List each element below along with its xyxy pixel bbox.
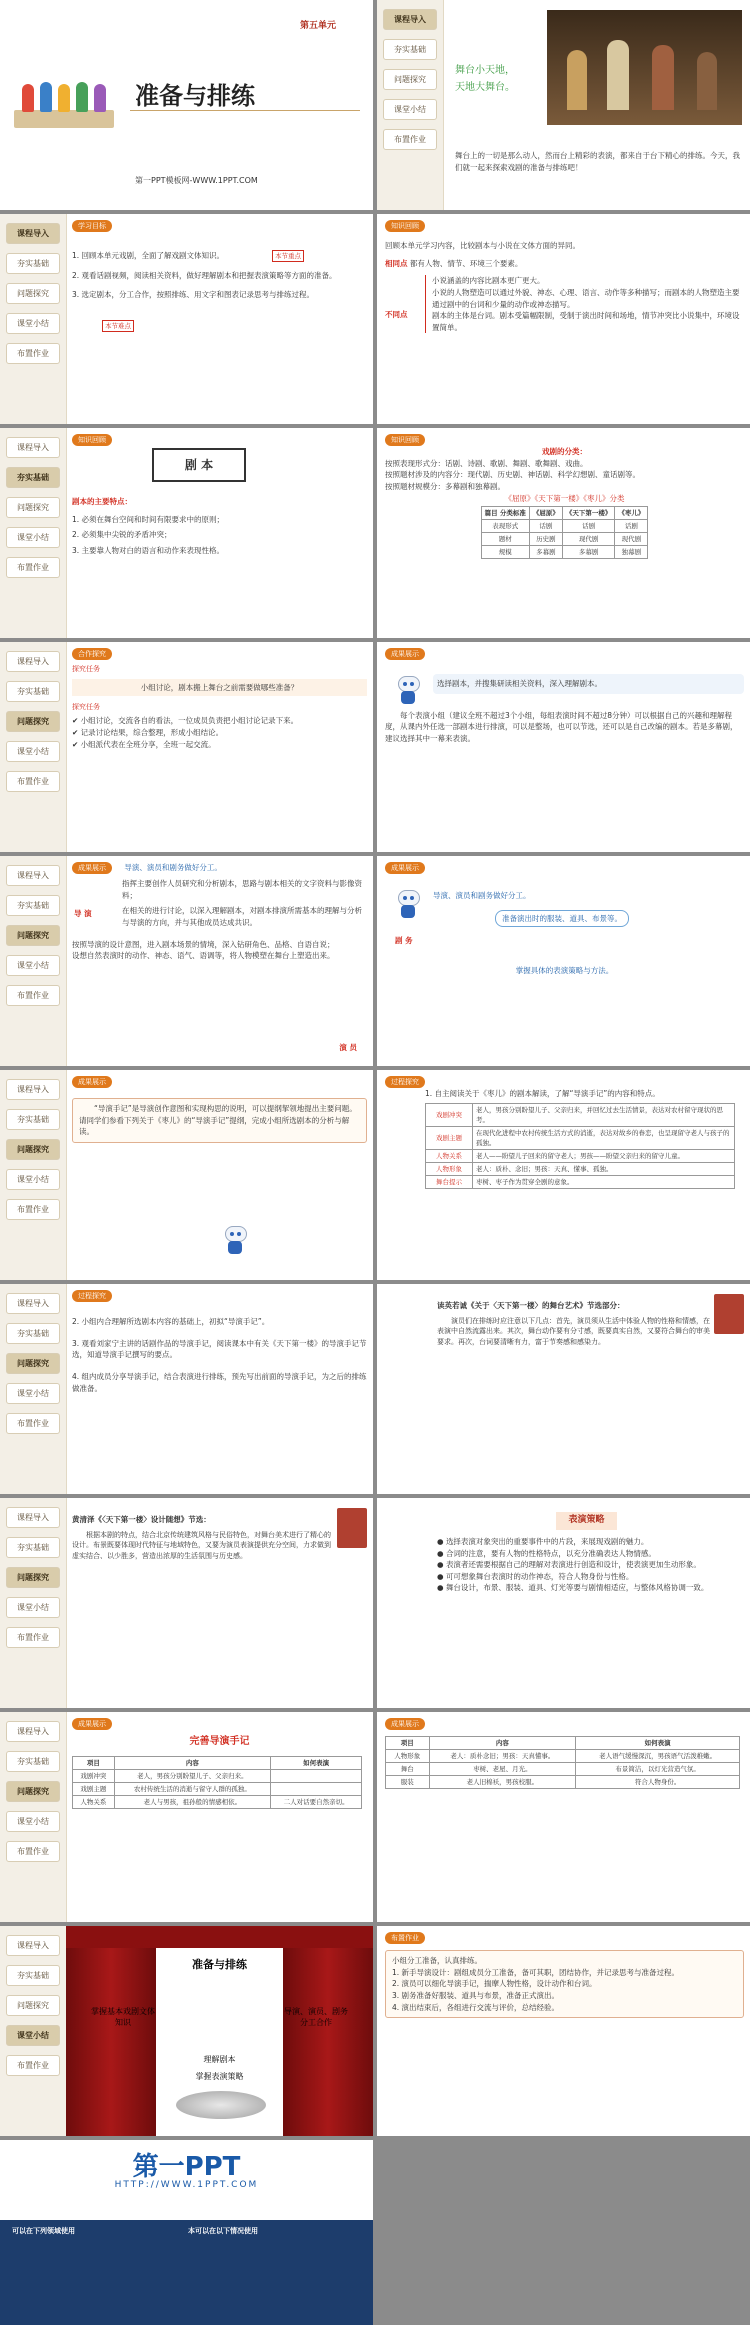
nav-item[interactable]: 夯实基础	[6, 1965, 60, 1986]
mark-badge: 本节重点	[272, 250, 304, 262]
notes-text: “导演手记”是导演创作意图和实现构思的说明，可以提纲挈领地提出主要问题。请同学们参看下列关于《枣儿》的“导演手记”提纲，完成小组所选剧本的分析与解读。	[72, 1098, 367, 1143]
sidebar	[0, 856, 67, 1066]
homework-box	[385, 1950, 744, 2018]
stage-platform	[176, 2091, 266, 2119]
footer-right-title: 本可以在以下情况使用	[188, 2227, 258, 2235]
diff-item: 剧本的主体是台词。剧本受篇幅限制，受制于演出时间和场地，情节冲突比小说集中，环境设置简单。	[432, 311, 740, 332]
role-text: 按照导演的设计意图，进入剧本场景的情境，深入钻研角色、品格、自语自说；	[72, 939, 335, 949]
nav-item[interactable]: 课堂小结	[6, 2025, 60, 2046]
section-tag: 布置作业	[385, 1932, 425, 1944]
nav-item[interactable]: 问题探究	[6, 497, 60, 518]
complete-table	[72, 1756, 362, 1809]
slide-script	[0, 428, 373, 638]
table-head: 如何表演	[576, 1737, 740, 1750]
role-text: 设想自然表演时的动作、神态、语气、语调等，将人物模塑在舞台上塑造出来。	[72, 951, 335, 961]
sub-label: 探究任务	[72, 703, 100, 712]
curtain-top	[66, 1926, 373, 1948]
nav-item[interactable]: 课堂小结	[6, 741, 60, 762]
page-title: 准备与排练	[135, 81, 255, 110]
sub-label: 探究任务	[72, 665, 100, 673]
homework-item: 3. 剧务准备好服装、道具与布景，准备正式演出。	[392, 1990, 560, 2000]
table-cell	[271, 1782, 362, 1795]
row-label: 人物关系	[426, 1149, 473, 1162]
class-row: 按照表现形式分：话剧、诗剧、歌剧、舞剧、歌舞剧、戏曲。	[385, 458, 588, 468]
same-label: 相同点	[385, 258, 408, 268]
strategy-item: ● 合词的注意，要有人物的性格特点，以充分准确表达人物情感。	[437, 1548, 656, 1558]
nav-item[interactable]: 问题探究	[6, 283, 60, 304]
row-label: 戏剧主题	[426, 1126, 473, 1149]
nav-item[interactable]: 课堂小结	[6, 527, 60, 548]
homework-item: 4. 演出结束后，各组进行交流与评价，总结经验。	[392, 2002, 560, 2012]
nav-item[interactable]: 布置作业	[6, 1841, 60, 1862]
nav-item[interactable]: 夯实基础	[6, 1109, 60, 1130]
nav-item[interactable]: 课程导入	[383, 9, 437, 30]
sidebar	[377, 0, 444, 210]
complete-table	[385, 1736, 740, 1789]
table-cell: 现代剧	[562, 533, 615, 546]
table-cell: 表现形式	[481, 520, 529, 533]
reading-body: 演员们在排练时应注意以下几点：首先，演员须从生活中体验人物的性格和情感，在表演中自然流露出来。其次，舞台动作要有分寸感，既要真实自然，又要符合舞台的审美要求。再次，台词要清晰有力，富于节奏感和感染力。	[437, 1316, 710, 1347]
step-item: 2. 小组内合理解所选剧本内容的基础上，初拟“导演手记”。	[72, 1317, 270, 1326]
footer-url: HTTP://WWW.1PPT.COM	[114, 2180, 259, 2190]
table-cell: 题材	[481, 533, 529, 546]
section-tag: 成果展示	[385, 1718, 425, 1730]
mark-badge: 本节难点	[102, 320, 134, 332]
poem-line: 天地大舞台。	[455, 82, 515, 93]
reading-title: 黄清泽《〈天下第一楼〉设计随想》节选：	[72, 1515, 211, 1524]
row-value: 老人——盼望儿子回来的留守老人；男孩——盼望父亲归来的留守儿童。	[473, 1149, 735, 1162]
nav-item[interactable]: 布置作业	[6, 1199, 60, 1220]
nav-item[interactable]: 课堂小结	[6, 313, 60, 334]
nav-item[interactable]: 课堂小结	[6, 955, 60, 976]
same-text: 都有人物、情节、环境三个要素。	[409, 258, 523, 268]
nav-item[interactable]: 夯实基础	[6, 895, 60, 916]
table-cell: 舞台	[386, 1763, 430, 1776]
section-tag: 学习目标	[72, 220, 112, 232]
nav-item[interactable]: 夯实基础	[6, 1537, 60, 1558]
section-tag: 知识回顾	[72, 434, 112, 446]
poem	[455, 62, 515, 96]
nav-item[interactable]: 课堂小结	[383, 99, 437, 120]
slide-homework	[377, 1926, 750, 2136]
table-head: 项目	[386, 1737, 430, 1750]
goal-item: 2. 观看话剧视频，阅读相关资料，做好理解剧本和把握表演策略等方面的准备。	[72, 270, 337, 280]
slide-crew	[377, 856, 750, 1066]
table-cell: 老人：质朴念旧；男孩：天真懂事。	[429, 1750, 576, 1763]
homework-item: 2. 演员可以细化导演手记，揣摩人物性格，设计动作和台词。	[392, 1979, 597, 1989]
table-head: 如何表演	[271, 1756, 362, 1769]
row-value: 枣树、枣子作为贯穿全剧的意象。	[473, 1176, 735, 1189]
building-illustration	[337, 1508, 367, 1548]
nav-item[interactable]: 课程导入	[6, 1293, 60, 1314]
nav-item[interactable]: 夯实基础	[6, 1323, 60, 1344]
summary-node: 掌握表演策略	[195, 2072, 244, 2081]
section-tag: 成果展示	[385, 862, 425, 874]
nav-item[interactable]: 问题探究	[6, 1995, 60, 2016]
feature-item: 3. 主要靠人物对白的语言和动作来表现性格。	[72, 545, 225, 555]
nav-item[interactable]: 问题探究	[6, 1567, 60, 1588]
sidebar	[0, 1498, 67, 1708]
robot-icon	[222, 1226, 248, 1256]
slide-strategy	[377, 1498, 750, 1708]
goal-item: 1. 回顾本单元戏剧，全面了解戏剧文体知识。	[72, 251, 225, 260]
table-cell: 符合人物身份。	[576, 1776, 740, 1789]
roles-title: 导演、演员和剧务做好分工。	[124, 863, 222, 872]
sidebar	[0, 1712, 67, 1922]
actor-label: 演 员	[339, 1043, 357, 1053]
section-tag: 成果展示	[72, 1718, 112, 1730]
class-title: 戏剧的分类：	[542, 447, 587, 456]
section-tag: 知识回顾	[385, 434, 425, 446]
row-label: 戏剧冲突	[426, 1103, 473, 1126]
table-head: 篇目 分类标准	[481, 507, 529, 520]
nav-item[interactable]: 夯实基础	[6, 1751, 60, 1772]
summary-node: 掌握基本戏剧文体知识	[91, 2007, 155, 2027]
nav-item[interactable]: 夯实基础	[6, 467, 60, 488]
choose-question: 选择剧本，并搜集研读相关资料，深入理解剧本。	[433, 674, 744, 694]
nav-item[interactable]: 夯实基础	[6, 253, 60, 274]
summary-title: 准备与排练	[192, 1958, 247, 1971]
director-label: 导 演	[74, 909, 92, 918]
table-cell: 老人与男孩，祖孙般的情感相依。	[114, 1795, 270, 1808]
section-tag: 成果展示	[72, 1076, 112, 1088]
table-cell: 规模	[481, 546, 529, 559]
diff-item: 小说的人物塑造可以通过外貌、神态、心理、语言、动作等多种描写；而剧本的人物塑造主要通过剧中的台词和少量的动作或神态描写。	[432, 287, 740, 309]
table-head: 内容	[429, 1737, 576, 1750]
table-cell: 话剧	[562, 520, 615, 533]
explore-item: ✔ 小组派代表在全班分享，全班一起交流。	[72, 739, 216, 749]
homework-item: 1. 新手导演设计：剧组成员分工准备，备可其职，团结协作，并记录思考与准备过程。	[392, 1967, 680, 1977]
choose-text: 每个表演小组（建议全班不超过3个小组，每组表演时间不超过8分钟）可以根据自己的兴趣和理解程度，从课内外任选一部剧本进行排演，可以是整场，也可以节选，还可以是自己改编的剧本。若是多幕剧，建议选择其中一幕来表演。	[385, 710, 738, 743]
slide-goals	[0, 214, 373, 424]
summary-node: 理解剧本	[203, 2055, 236, 2064]
class-table	[481, 506, 649, 559]
sidebar	[0, 1070, 67, 1280]
table-cell: 农村传统生活的消逝与留守人群的孤独。	[114, 1782, 270, 1795]
section-tag: 成果展示	[385, 648, 425, 660]
table-cell: 枣树、老屋、月光。	[429, 1763, 576, 1776]
table-cell: 老人旧棉袄，男孩校服。	[429, 1776, 576, 1789]
footer-bar	[0, 2220, 373, 2325]
role-text: 指挥主要创作人员研究和分析剧本，思路与剧本相关的文字资料与影像资料；	[122, 879, 362, 900]
crew-box: 准备演出时的服装、道具、布景等。	[495, 910, 629, 928]
goal-item: 3. 选定剧本，分工合作，按照排练、用文字和图表记录思考与排练过程。	[72, 290, 315, 300]
role-text: 在相关的进行讨论，以深入理解剧本，对剧本排演所需基本的理解与分析与导演的方向，并与其他成员达成共识。	[122, 906, 362, 927]
nav-item[interactable]: 课堂小结	[6, 1597, 60, 1618]
strategy-item: ● 可可想象舞台表演时的动作神态，符合人物身份与性格。	[437, 1571, 634, 1581]
table-cell: 现代剧	[615, 533, 648, 546]
slide-complete-notes-2	[377, 1712, 750, 1922]
row-value: 在现代化进程中农村传统生活方式的消逝，表达对故乡的眷恋，也呈现留守老人与孩子的孤独。	[473, 1126, 735, 1149]
strategy-title: 表演策略	[556, 1512, 616, 1530]
intro-text: 舞台上的一切是那么动人，然而台上精彩的表演，都来自于台下精心的排练。今天，我们就一起来探索戏剧的准备与排练吧！	[455, 151, 740, 172]
sidebar	[0, 1284, 67, 1494]
footer-logo: 第一PPT	[132, 2152, 241, 2182]
nav-item[interactable]: 课程导入	[6, 1079, 60, 1100]
slide-roles	[0, 856, 373, 1066]
nav-item[interactable]: 布置作业	[6, 1627, 60, 1648]
table-cell: 独幕剧	[615, 546, 648, 559]
nav-item[interactable]: 夯实基础	[383, 39, 437, 60]
nav-item[interactable]: 问题探究	[6, 925, 60, 946]
nav-item[interactable]: 课程导入	[6, 223, 60, 244]
slide-summary	[0, 1926, 373, 2136]
strategy-item: ● 舞台设计，布景、服装、道具、灯光等要与剧情相适应，与整体风格协调一致。	[437, 1583, 709, 1593]
table-head: 《屈原》	[529, 507, 562, 520]
step-item: 3. 观看刘家宁主讲的话剧作品的导演手记，阅读课本中有关《天下第一楼》的导演手记节选，知道导演手记撰写的要点。	[72, 1338, 367, 1360]
table-cell: 人物形象	[386, 1750, 430, 1763]
table-cell: 老人，男孩分别盼望儿子、父亲归来。	[114, 1769, 270, 1782]
section-tag: 成果展示	[72, 862, 112, 874]
strategy-item: ● 选择表演对象突出的重要事件中的片段，来展现戏剧的魅力。	[437, 1536, 649, 1546]
site-label: 第一PPT模板网-WWW.1PPT.COM	[135, 176, 258, 185]
nav-item[interactable]: 问题探究	[383, 69, 437, 90]
slide-title	[0, 0, 373, 210]
footer-panel	[0, 2140, 373, 2325]
table-head: 内容	[114, 1756, 270, 1769]
table-cell: 戏剧主题	[73, 1782, 115, 1795]
unit-label: 第五单元	[300, 21, 337, 31]
strategy-item: ● 表演者还需要根据自己的理解对表演进行创造和设计，使表演更加生动形象。	[437, 1560, 701, 1570]
reading-body: 根据本剧的特点，结合北京传统建筑风格与民俗特色，对舞台美术进行了精心的设计。布景既要体现时代特征与地域特色，又要为演员表演提供充分空间，力求做到虚实结合、以少胜多，营造出浓厚的生活氛围与历史感。	[72, 1530, 331, 1561]
footer-left-title: 可以在下列领域使用	[12, 2227, 75, 2235]
stage-area	[66, 1926, 373, 2136]
table-head: 项目	[73, 1756, 115, 1769]
nav-item[interactable]: 课堂小结	[6, 1169, 60, 1190]
slide-choose-script	[377, 642, 750, 852]
notes-table	[425, 1103, 735, 1189]
row-label: 舞台提示	[426, 1176, 473, 1189]
feature-item: 2. 必须集中尖锐的矛盾冲突；	[72, 530, 172, 540]
table-title: 1. 自主阅读关于《枣儿》的剧本解读，了解“导演手记”的内容和特点。	[425, 1089, 660, 1098]
table-cell: 布景简洁，以灯光营造气氛。	[576, 1763, 740, 1776]
homework-item: 小组分工准备，认真排练。	[392, 1956, 482, 1965]
table-cell: 戏剧冲突	[73, 1769, 115, 1782]
diff-label: 不同点	[385, 310, 408, 320]
nav-item[interactable]: 夯实基础	[6, 681, 60, 702]
section-tag: 合作探究	[72, 648, 112, 660]
table-cell: 多幕剧	[529, 546, 562, 559]
table-cell: 二人对话要自然亲切。	[271, 1795, 362, 1808]
explore-item: ✔ 小组讨论，交流各自的看法，一位成员负责把小组讨论记录下来。	[72, 716, 299, 726]
nav-item[interactable]: 问题探究	[6, 1139, 60, 1160]
slide-reading-2	[0, 1498, 373, 1708]
robot-icon	[395, 890, 421, 920]
slide-reading-1	[377, 1284, 750, 1494]
slide-complete-notes	[0, 1712, 373, 1922]
nav-item[interactable]: 布置作业	[6, 343, 60, 364]
robot-icon	[395, 676, 421, 706]
summary-node: 导演、演员、剧务分工合作	[284, 2007, 348, 2027]
script-card: 剧 本	[152, 448, 246, 482]
table-cell: 多幕剧	[562, 546, 615, 559]
nav-item[interactable]: 课堂小结	[6, 1811, 60, 1832]
slide-intro	[377, 0, 750, 210]
slide-notes-table	[377, 1070, 750, 1280]
script-sub: 剧本的主要特点：	[72, 497, 132, 506]
explore-question: 小组讨论，剧本搬上舞台之前需要做哪些准备？	[72, 679, 367, 697]
stage-photo	[547, 10, 742, 125]
nav-item[interactable]: 课程导入	[6, 1507, 60, 1528]
sidebar	[0, 428, 67, 638]
nav-item[interactable]: 布置作业	[6, 985, 60, 1006]
slide-notes	[0, 1070, 373, 1280]
section-tag: 过程探究	[72, 1290, 112, 1302]
compare-intro: 回顾本单元学习内容，比较剧本与小说在文体方面的异同。	[385, 241, 580, 250]
nav-item[interactable]: 课程导入	[6, 437, 60, 458]
diff-item: 小说涵盖的内容比剧本更广更大。	[432, 276, 545, 286]
slide-explore	[0, 642, 373, 852]
crew-label: 剧 务	[395, 936, 413, 946]
crew-foot: 掌握具体的表演策略与方法。	[515, 965, 614, 975]
table-head: 《天下第一楼》	[562, 507, 615, 520]
crew-title: 导演、演员和剧务做好分工。	[433, 891, 531, 900]
row-value: 老人：质朴、念旧；男孩：天真、懂事、孤独。	[473, 1162, 735, 1175]
section-tag: 过程探究	[385, 1076, 425, 1088]
table-cell	[271, 1769, 362, 1782]
nav-item[interactable]: 布置作业	[6, 557, 60, 578]
nav-item[interactable]: 课程导入	[6, 651, 60, 672]
class-row: 按照题材规模分：多幕剧和独幕剧。	[385, 481, 505, 491]
explore-item: ✔ 记录讨论结果，综合整理，形成小组结论。	[72, 727, 224, 737]
table-cell: 服装	[386, 1776, 430, 1789]
class-row: 按照题材涉及的内容分：现代剧、历史剧、神话剧、科学幻想剧、童话剧等。	[385, 470, 640, 480]
row-value: 老人，男孩分别盼望儿子、父亲归来，并回忆过去生活情景，表达对农村留守现状的思考。	[473, 1103, 735, 1126]
slide-steps	[0, 1284, 373, 1494]
people-illustration	[14, 70, 114, 130]
sidebar	[0, 642, 67, 852]
nav-item[interactable]: 布置作业	[6, 771, 60, 792]
table-cell: 历史剧	[529, 533, 562, 546]
nav-item[interactable]: 问题探究	[6, 1353, 60, 1374]
sidebar	[0, 214, 67, 424]
table-cell: 人物关系	[73, 1795, 115, 1808]
table-head: 《枣儿》	[615, 507, 648, 520]
step-item: 4. 组内成员分享导演手记，结合表演进行排练，预先写出前面的导演手记，为之后的排练做准备。	[72, 1371, 367, 1393]
row-label: 人物形象	[426, 1162, 473, 1175]
nav-item[interactable]: 课程导入	[6, 1721, 60, 1742]
slide-compare	[377, 214, 750, 424]
class-works: 《屈原》《天下第一楼》《枣儿》分类	[504, 493, 625, 503]
nav-item[interactable]: 课堂小结	[6, 1383, 60, 1404]
nav-item[interactable]: 布置作业	[6, 1413, 60, 1434]
nav-item[interactable]: 布置作业	[6, 2055, 60, 2076]
nav-item[interactable]: 布置作业	[383, 129, 437, 150]
strategy-title-wrap	[437, 1512, 736, 1530]
nav-item[interactable]: 问题探究	[6, 1781, 60, 1802]
table-cell: 话剧	[529, 520, 562, 533]
poem-line: 舞台小天地，	[455, 65, 515, 76]
building-illustration	[714, 1294, 744, 1334]
nav-item[interactable]: 问题探究	[6, 711, 60, 732]
feature-item: 1. 必须在舞台空间和时间有限要求中的原则；	[72, 514, 225, 524]
reading-title: 读英若诚《关于〈天下第一楼〉的舞台艺术》节选部分：	[437, 1301, 625, 1310]
nav-item[interactable]: 课程导入	[6, 865, 60, 886]
complete-title: 完善导演手记	[189, 1736, 250, 1747]
nav-item[interactable]: 课程导入	[6, 1935, 60, 1956]
table-cell: 老人语气缓慢深沉，男孩语气活泼稚嫩。	[576, 1750, 740, 1763]
sidebar	[0, 1926, 67, 2136]
table-cell: 话剧	[615, 520, 648, 533]
slide-classification	[377, 428, 750, 638]
section-tag: 知识回顾	[385, 220, 425, 232]
